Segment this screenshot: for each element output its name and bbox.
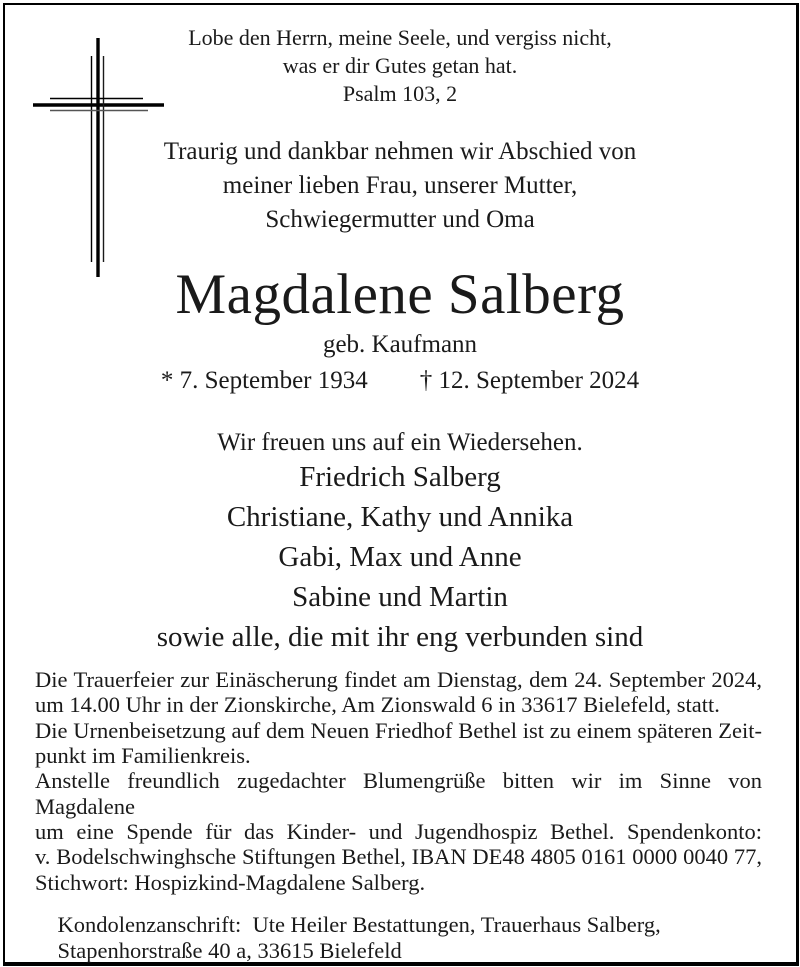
maiden-name: geb. Kaufmann: [322, 331, 478, 358]
quote-source: Psalm 103, 2: [342, 81, 458, 106]
announcement-line: um eine Spende für das Kinder- und Jugendhospiz Bethel. Spendenkonto:: [35, 818, 762, 844]
mourner-line: Friedrich Salberg: [299, 461, 501, 493]
mourner-line: Christiane, Kathy und Annika: [226, 501, 574, 533]
mourner-line: Gabi, Max und Anne: [278, 541, 522, 573]
mourner-line: Sabine und Martin: [292, 581, 508, 613]
announcement-line: v. Bodelschwinghsche Stiftungen Bethel, IBAN DE48 4805 0161 0000 0040 77,: [35, 844, 762, 870]
life-dates: [0, 366, 800, 396]
funeral-announcement: [35, 667, 762, 895]
announcement-line: Anstelle freundlich zugedachter Blumengrüße bitten wir im Sinne von Magdalene: [35, 768, 762, 819]
deceased-name: Magdalene Salberg: [175, 263, 625, 326]
farewell-line: Wir freuen uns auf ein Wiedersehen.: [217, 429, 583, 456]
intro-line: meiner lieben Frau, unserer Mutter,: [222, 172, 578, 199]
mourner-line: sowie alle, die mit ihr eng verbunden sind: [156, 621, 644, 653]
announcement-line: Die Trauerfeier zur Einäscherung findet am Dienstag, dem 24. September 2024,: [35, 667, 762, 692]
quote-line: was er dir Gutes getan hat.: [282, 53, 518, 78]
announcement-line: um 14.00 Uhr in der Zionskirche, Am Zionswald 6 in 33617 Bielefeld, statt.: [35, 692, 720, 718]
birth-date: * 7. September 1934: [160, 367, 368, 394]
intro-line: Schwiegermutter und Oma: [265, 206, 535, 233]
condolence-line: Stapenhorstraße 40 a, 33615 Bielefeld: [57, 937, 402, 963]
announcement-line: Stichwort: Hospizkind-Magdalene Salberg.: [35, 869, 426, 895]
quote-line: Lobe den Herrn, meine Seele, und vergiss nicht,: [188, 25, 612, 50]
death-date: † 12. September 2024: [419, 367, 640, 394]
condolence-address: [35, 887, 762, 967]
condolence-line: Kondolenzanschrift: Ute Heiler Bestattungen, Trauerhaus Salberg,: [57, 912, 661, 938]
mourners-list: [0, 457, 800, 657]
intro-text: [0, 135, 800, 237]
bible-quote: [0, 24, 800, 108]
announcement-line: Die Urnenbeisetzung auf dem Neuen Friedhof Bethel ist zu einem späteren Zeit-: [35, 717, 762, 743]
intro-line: Traurig und dankbar nehmen wir Abschied von: [163, 138, 637, 165]
announcement-line: punkt im Familienkreis.: [35, 742, 251, 768]
